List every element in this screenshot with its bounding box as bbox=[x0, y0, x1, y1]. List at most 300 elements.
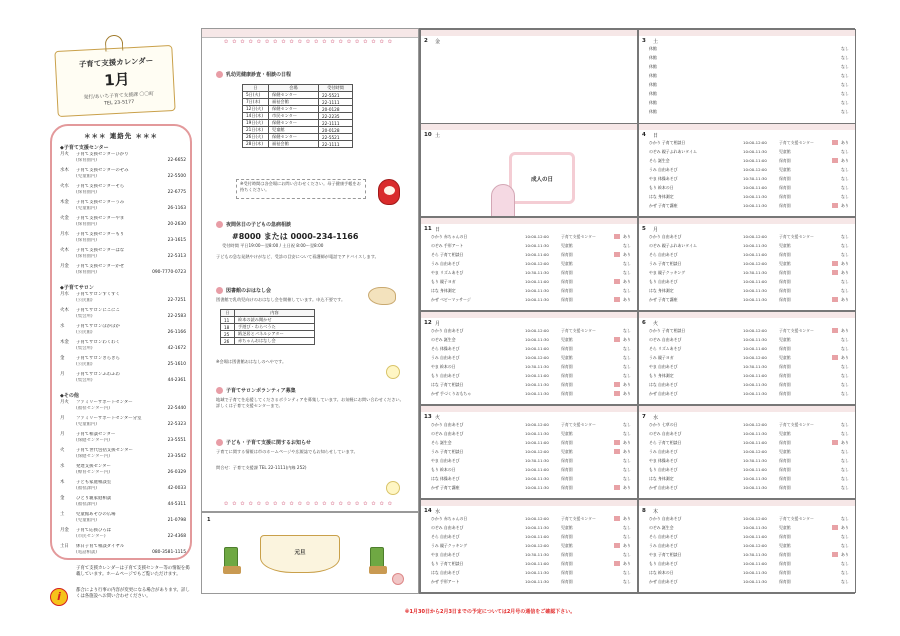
contact-day: 火 bbox=[60, 448, 65, 453]
list-item bbox=[649, 55, 855, 61]
event-time: 10:30-11:30 bbox=[525, 552, 549, 557]
table-row bbox=[243, 106, 353, 113]
reservation-mark bbox=[614, 485, 620, 490]
contact-name: 子育て支援センターかぜ bbox=[76, 264, 125, 269]
event-time: 10:00-12:00 bbox=[525, 449, 549, 454]
event-reservation: あり bbox=[623, 279, 631, 284]
event-name: もり 自由あそび bbox=[649, 561, 678, 566]
contact-name: ファミリーサポートセンター分室 bbox=[76, 416, 142, 421]
list-item bbox=[431, 543, 637, 549]
event-name: ひかり 自由あそび bbox=[649, 516, 682, 521]
event-time: 10:00-11:30 bbox=[743, 194, 767, 199]
event-place: 児童館 bbox=[561, 449, 573, 454]
contact-location: (保育園内) bbox=[76, 270, 97, 275]
event-time: 10:00-11:30 bbox=[743, 288, 767, 293]
list-item bbox=[431, 346, 637, 352]
day-weekday: 火 bbox=[653, 321, 659, 327]
event-name: そら 自由あそび bbox=[431, 534, 460, 539]
event-place: 子育て支援センター bbox=[779, 140, 814, 145]
event-reservation: なし bbox=[841, 82, 849, 87]
event-reservation: なし bbox=[841, 149, 849, 154]
day-number: 11 bbox=[424, 226, 432, 232]
event-name: ひかり 赤ちゃんの日 bbox=[431, 234, 468, 239]
event-reservation: あり bbox=[623, 516, 631, 521]
event-reservation: なし bbox=[841, 543, 849, 548]
emergency-text: 子どもの急な発熱やけがなど、受診の目安について看護師が電話でアドバイスします。 bbox=[216, 254, 379, 259]
support-contact: 問合せ：子育て支援課 TEL 22-1111(内線 252) bbox=[216, 465, 307, 470]
emergency-tel: #8000 または 0000-234-1166 bbox=[232, 232, 359, 241]
event-name: のぞみ 親子ふれあいタイム bbox=[649, 149, 697, 154]
contact-day: 水 bbox=[60, 324, 65, 329]
contact-location: (公民館) bbox=[76, 362, 93, 367]
event-name: 休館 bbox=[649, 109, 657, 114]
event-name: のぞみ 誕生会 bbox=[649, 525, 674, 530]
event-reservation: なし bbox=[841, 279, 849, 284]
reservation-mark bbox=[614, 543, 620, 548]
reservation-mark bbox=[832, 261, 838, 266]
contact-heading: ＊＊＊ 連絡先 ＊＊＊ bbox=[83, 132, 159, 140]
event-reservation: あり bbox=[623, 543, 631, 548]
event-name: 休館 bbox=[649, 64, 657, 69]
contact-name: 子育て世代包括支援センター bbox=[76, 448, 133, 453]
list-item bbox=[649, 109, 855, 115]
table-cell: 22-2235 bbox=[319, 113, 353, 120]
reservation-mark bbox=[832, 525, 838, 530]
event-place: 保育園 bbox=[779, 440, 791, 445]
event-reservation: なし bbox=[841, 337, 849, 342]
event-name: のぞみ 自由あそび bbox=[431, 525, 464, 530]
list-item bbox=[649, 449, 855, 455]
contact-day: 土日 bbox=[60, 544, 69, 549]
event-name: やま 自由あそび bbox=[649, 364, 678, 369]
table-cell: 保健センター bbox=[269, 106, 319, 113]
event-time: 10:00-11:30 bbox=[525, 382, 549, 387]
event-place: 保育園 bbox=[779, 203, 791, 208]
contact-row bbox=[60, 264, 188, 278]
publisher-tel: TEL 23-5177 bbox=[103, 100, 135, 107]
event-reservation: なし bbox=[841, 476, 849, 481]
list-item bbox=[649, 422, 855, 428]
event-time: 10:30-11:30 bbox=[525, 458, 549, 463]
list-item bbox=[431, 391, 637, 397]
event-reservation: あり bbox=[623, 391, 631, 396]
event-name: そら 子育て相談日 bbox=[649, 440, 682, 445]
event-name: そら 誕生会 bbox=[649, 158, 670, 163]
table-cell: 26 bbox=[221, 338, 235, 345]
event-place: 保育園 bbox=[779, 176, 791, 181]
contact-location: (保健センター内) bbox=[76, 438, 110, 443]
note-text: 都合により行事の内容が変更になる場合があります。詳しくは各施設へお問い合わせください。 bbox=[76, 588, 190, 599]
reservation-mark bbox=[832, 140, 838, 145]
calendar-day-10 bbox=[420, 123, 638, 217]
contact-day: 金 bbox=[60, 356, 65, 361]
contact-tel: 26-1163 bbox=[167, 206, 186, 211]
table-cell: 市民センター bbox=[269, 113, 319, 120]
notice-title-support: 子ども・子育て支援に関するお知らせ bbox=[216, 439, 311, 446]
contact-row bbox=[60, 448, 188, 462]
event-place: 保育園 bbox=[779, 279, 791, 284]
contact-tel: 23-3542 bbox=[167, 454, 186, 459]
contact-day: 木金 bbox=[60, 200, 69, 205]
event-place: 保育園 bbox=[561, 458, 573, 463]
table-header: 内容 bbox=[235, 310, 315, 317]
event-time: 10:00-11:30 bbox=[743, 431, 767, 436]
contact-row bbox=[60, 216, 188, 230]
event-time: 10:00-11:00 bbox=[743, 440, 767, 445]
event-reservation: なし bbox=[623, 552, 631, 557]
event-name: やま 自由あそび bbox=[431, 552, 460, 557]
contact-row bbox=[60, 464, 188, 478]
table-cell: 手遊び・わらべうた bbox=[235, 324, 315, 331]
table-cell: 保健センター bbox=[269, 92, 319, 99]
event-reservation: なし bbox=[841, 73, 849, 78]
table-header: 会場 bbox=[269, 85, 319, 92]
event-name: もり 絵本の日 bbox=[431, 467, 456, 472]
reservation-mark bbox=[832, 328, 838, 333]
contact-row bbox=[60, 248, 188, 262]
event-reservation: なし bbox=[841, 364, 849, 369]
new-year-banner bbox=[260, 535, 340, 573]
event-place: 保育園 bbox=[561, 252, 573, 257]
event-reservation: なし bbox=[623, 270, 631, 275]
event-place: 保育園 bbox=[779, 288, 791, 293]
list-item bbox=[431, 570, 637, 576]
event-reservation: あり bbox=[623, 449, 631, 454]
list-item bbox=[431, 382, 637, 388]
list-item bbox=[649, 185, 855, 191]
event-place: 保育園 bbox=[779, 382, 791, 387]
event-reservation: あり bbox=[841, 158, 849, 163]
table-row bbox=[243, 120, 353, 127]
calendar-day-14 bbox=[420, 499, 638, 593]
info-icon: i bbox=[50, 588, 68, 606]
event-place: 保育園 bbox=[561, 346, 573, 351]
contact-day: 火木 bbox=[60, 248, 69, 253]
event-name: かぜ 手づくりおもちゃ bbox=[431, 391, 472, 396]
list-item bbox=[649, 543, 855, 549]
day-number: 1 bbox=[207, 517, 211, 523]
event-reservation: あり bbox=[623, 337, 631, 342]
list-item bbox=[431, 355, 637, 361]
calendar-grid bbox=[419, 28, 855, 594]
day-number: 3 bbox=[642, 38, 646, 44]
list-item bbox=[649, 440, 855, 446]
table-cell: 保健センター bbox=[269, 134, 319, 141]
day-number: 5 bbox=[642, 226, 646, 232]
notice-title-volunteer: 子育てサロンボランティア募集 bbox=[216, 387, 296, 394]
contact-tel: 25-1610 bbox=[167, 362, 186, 367]
event-time: 10:00-11:30 bbox=[525, 391, 549, 396]
reservation-mark bbox=[614, 234, 620, 239]
event-reservation: なし bbox=[623, 288, 631, 293]
contact-tel: 21-0798 bbox=[167, 518, 186, 523]
contact-location: (児童館内) bbox=[76, 518, 97, 523]
reservation-mark bbox=[614, 297, 620, 302]
event-name: そら 体操あそび bbox=[431, 346, 460, 351]
support-text: 子育てに関する情報は市のホームページや広報誌でもお知らせしています。 bbox=[216, 449, 358, 454]
event-reservation: なし bbox=[841, 382, 849, 387]
publisher-info bbox=[64, 90, 175, 110]
list-item bbox=[431, 534, 637, 540]
contact-row bbox=[60, 400, 188, 414]
list-item bbox=[431, 261, 637, 267]
flower-icon bbox=[216, 387, 223, 394]
list-item bbox=[649, 579, 855, 585]
event-name: うみ 自由あそび bbox=[649, 449, 678, 454]
event-reservation: あり bbox=[623, 485, 631, 490]
table-header: 日 bbox=[243, 85, 269, 92]
checkup-note: ※受付時間は各会場にお問い合わせください。母子健康手帳をお持ちください。 bbox=[240, 181, 361, 192]
event-reservation: あり bbox=[841, 203, 849, 208]
list-item bbox=[649, 252, 855, 258]
contact-tel: 22-7251 bbox=[167, 298, 186, 303]
cell-header-strip bbox=[421, 312, 637, 318]
contact-tel: 44-2361 bbox=[167, 378, 186, 383]
event-name: やま リズムあそび bbox=[431, 270, 464, 275]
event-name: のぞみ 親子ふれあいタイム bbox=[649, 243, 697, 248]
contact-day: 木金 bbox=[60, 340, 69, 345]
list-item bbox=[649, 458, 855, 464]
event-name: やま 自由あそび bbox=[431, 458, 460, 463]
event-reservation: なし bbox=[841, 458, 849, 463]
contact-day: 水 bbox=[60, 464, 65, 469]
event-place: 児童館 bbox=[779, 543, 791, 548]
contact-day: 月 bbox=[60, 432, 65, 437]
event-name: そら 子育て相談日 bbox=[431, 252, 464, 257]
event-time: 10:00-11:30 bbox=[743, 476, 767, 481]
left-column bbox=[48, 28, 193, 603]
event-time: 10:00-12:00 bbox=[743, 516, 767, 521]
event-name: やま 体操あそび bbox=[649, 458, 678, 463]
event-time: 10:00-11:30 bbox=[525, 243, 549, 248]
reservation-mark bbox=[832, 552, 838, 557]
day-number: 2 bbox=[424, 38, 428, 44]
contact-section-title: ◆子育て支援センター bbox=[60, 145, 109, 151]
event-reservation: あり bbox=[623, 252, 631, 257]
event-place: 保育園 bbox=[561, 270, 573, 275]
reservation-mark bbox=[614, 449, 620, 454]
event-time: 10:00-11:00 bbox=[525, 279, 549, 284]
event-reservation: あり bbox=[841, 328, 849, 333]
list-item bbox=[431, 476, 637, 482]
event-reservation: なし bbox=[841, 46, 849, 51]
event-name: もり 子育て相談日 bbox=[431, 561, 464, 566]
table-row bbox=[221, 331, 315, 338]
event-place: 子育て支援センター bbox=[779, 516, 814, 521]
cell-header-strip bbox=[421, 218, 637, 224]
event-time: 10:30-11:30 bbox=[743, 552, 767, 557]
cell-header-strip bbox=[421, 500, 637, 506]
contact-tel: 22-5440 bbox=[167, 406, 186, 411]
event-place: 子育て支援センター bbox=[561, 422, 596, 427]
cell-header-strip bbox=[639, 218, 855, 224]
event-place: 保育園 bbox=[779, 476, 791, 481]
table-cell: 児童館 bbox=[269, 127, 319, 134]
kadomatsu-icon bbox=[370, 547, 384, 573]
event-place: 児童館 bbox=[561, 355, 573, 360]
event-time: 10:00-11:00 bbox=[525, 440, 549, 445]
event-reservation: なし bbox=[841, 100, 849, 105]
contact-day: 月火 bbox=[60, 152, 69, 157]
list-item bbox=[649, 234, 855, 240]
event-reservation: なし bbox=[841, 467, 849, 472]
reservation-mark bbox=[614, 516, 620, 521]
event-reservation: なし bbox=[841, 194, 849, 199]
day-weekday: 火 bbox=[435, 415, 441, 421]
list-item bbox=[649, 561, 855, 567]
day-weekday: 日 bbox=[653, 133, 659, 139]
table-cell: 22-1111 bbox=[319, 99, 353, 106]
event-time: 10:00-11:00 bbox=[743, 158, 767, 163]
list-item bbox=[431, 288, 637, 294]
event-time: 10:00-12:00 bbox=[525, 543, 549, 548]
event-name: うみ 自由あそび bbox=[431, 355, 460, 360]
list-item bbox=[431, 440, 637, 446]
event-time: 10:00-11:00 bbox=[743, 185, 767, 190]
list-item bbox=[431, 252, 637, 258]
table-row bbox=[221, 317, 315, 324]
kimono-girl-icon bbox=[491, 184, 515, 217]
table-row bbox=[221, 338, 315, 345]
event-name: のぞみ 手形アート bbox=[431, 243, 464, 248]
event-name: うみ 親子クッキング bbox=[431, 543, 468, 548]
list-item bbox=[649, 243, 855, 249]
contact-tel: 22-6652 bbox=[167, 158, 186, 163]
event-place: 児童館 bbox=[779, 525, 791, 530]
contact-day: 土 bbox=[60, 512, 65, 517]
event-name: 休館 bbox=[649, 46, 657, 51]
list-item bbox=[431, 552, 637, 558]
contact-location: (保健センター内) bbox=[76, 454, 110, 459]
list-item bbox=[431, 467, 637, 473]
event-reservation: あり bbox=[841, 270, 849, 275]
contact-section-title: ◆子育てサロン bbox=[60, 285, 94, 291]
event-place: 児童館 bbox=[779, 167, 791, 172]
calendar-day-12 bbox=[420, 311, 638, 405]
contact-location: (児童館内) bbox=[76, 174, 97, 179]
list-item bbox=[649, 355, 855, 361]
contact-name: 休日子育て相談ダイヤル bbox=[76, 544, 125, 549]
event-time: 10:00-12:00 bbox=[525, 422, 549, 427]
event-reservation: なし bbox=[623, 422, 631, 427]
list-item bbox=[649, 485, 855, 491]
day-weekday: 月 bbox=[653, 227, 659, 233]
event-place: 児童館 bbox=[561, 243, 573, 248]
table-cell: 福祉会館 bbox=[269, 141, 319, 148]
contact-tel: 44-5311 bbox=[167, 502, 186, 507]
contact-tel: 080-3581-1115 bbox=[152, 550, 186, 555]
event-reservation: なし bbox=[623, 346, 631, 351]
contact-row bbox=[60, 528, 188, 542]
event-time: 10:00-11:30 bbox=[743, 391, 767, 396]
contact-tel: 26-0329 bbox=[167, 470, 186, 475]
contact-tel: 22-5500 bbox=[167, 174, 186, 179]
event-reservation: なし bbox=[623, 458, 631, 463]
notice-title-emergency: 夜間休日の子どもの急病相談 bbox=[216, 221, 291, 228]
event-reservation: なし bbox=[623, 525, 631, 530]
contact-row bbox=[60, 324, 188, 338]
event-reservation: あり bbox=[841, 261, 849, 266]
event-time: 10:00-12:00 bbox=[525, 261, 549, 266]
event-place: 保育園 bbox=[779, 458, 791, 463]
event-reservation: なし bbox=[841, 534, 849, 539]
contact-location: (福祉課内) bbox=[76, 502, 97, 507]
event-reservation: なし bbox=[623, 431, 631, 436]
bird-icon bbox=[368, 287, 396, 305]
event-time: 10:00-12:00 bbox=[743, 449, 767, 454]
calendar-day-8 bbox=[638, 499, 856, 593]
calendar-title: 子育て支援カレンダー bbox=[78, 55, 154, 69]
list-item bbox=[431, 422, 637, 428]
event-time: 10:00-12:00 bbox=[743, 167, 767, 172]
contact-name: 子育て支援センターもり bbox=[76, 232, 125, 237]
coming-of-age-frame bbox=[509, 152, 575, 204]
holiday-label: 元旦 bbox=[294, 550, 306, 556]
event-name: もり 自由あそび bbox=[431, 373, 460, 378]
contact-name: ファミリーサポートセンター bbox=[76, 400, 133, 405]
day-number: 10 bbox=[424, 132, 432, 138]
event-place: 保育園 bbox=[779, 185, 791, 190]
event-place: 保育園 bbox=[561, 485, 573, 490]
title-card bbox=[54, 45, 175, 117]
day-number: 14 bbox=[424, 508, 432, 514]
list-item bbox=[649, 176, 855, 182]
contact-name: 子育て応援ひろば bbox=[76, 528, 112, 533]
list-item bbox=[649, 288, 855, 294]
event-time: 10:00-11:30 bbox=[743, 297, 767, 302]
reservation-mark bbox=[614, 252, 620, 257]
event-place: 保育園 bbox=[561, 467, 573, 472]
list-item bbox=[649, 431, 855, 437]
event-name: はな 子育て相談日 bbox=[431, 382, 464, 387]
event-name: かぜ 子育て講座 bbox=[649, 297, 678, 302]
list-item bbox=[649, 373, 855, 379]
list-item bbox=[431, 431, 637, 437]
list-item bbox=[649, 297, 855, 303]
event-time: 10:00-11:00 bbox=[525, 346, 549, 351]
event-reservation: なし bbox=[841, 346, 849, 351]
list-item bbox=[431, 579, 637, 585]
contact-day: 月水 bbox=[60, 232, 69, 237]
table-cell: 18 bbox=[221, 324, 235, 331]
event-name: はな 身体測定 bbox=[649, 194, 674, 199]
event-place: 子育て支援センター bbox=[561, 516, 596, 521]
event-reservation: あり bbox=[623, 234, 631, 239]
event-name: かぜ ベビーマッサージ bbox=[431, 297, 471, 302]
contact-day: 金 bbox=[60, 496, 65, 501]
list-item bbox=[431, 516, 637, 522]
event-time: 10:00-11:30 bbox=[525, 297, 549, 302]
contact-tel: 42-1672 bbox=[167, 346, 186, 351]
event-place: 児童館 bbox=[779, 449, 791, 454]
contact-day: 火水 bbox=[60, 184, 69, 189]
event-place: 児童館 bbox=[779, 243, 791, 248]
day-number: 8 bbox=[642, 508, 646, 514]
event-place: 保育園 bbox=[561, 579, 573, 584]
event-name: はな 体操あそび bbox=[431, 476, 460, 481]
table-row bbox=[243, 134, 353, 141]
event-time: 10:00-11:00 bbox=[743, 279, 767, 284]
event-place: 保育園 bbox=[561, 288, 573, 293]
event-time: 10:00-11:30 bbox=[525, 570, 549, 575]
table-cell: 26日(火) bbox=[243, 134, 269, 141]
list-item bbox=[649, 337, 855, 343]
list-item bbox=[649, 516, 855, 522]
list-item bbox=[431, 337, 637, 343]
event-place: 保育園 bbox=[779, 561, 791, 566]
daruma-icon bbox=[378, 179, 400, 205]
list-item bbox=[649, 158, 855, 164]
